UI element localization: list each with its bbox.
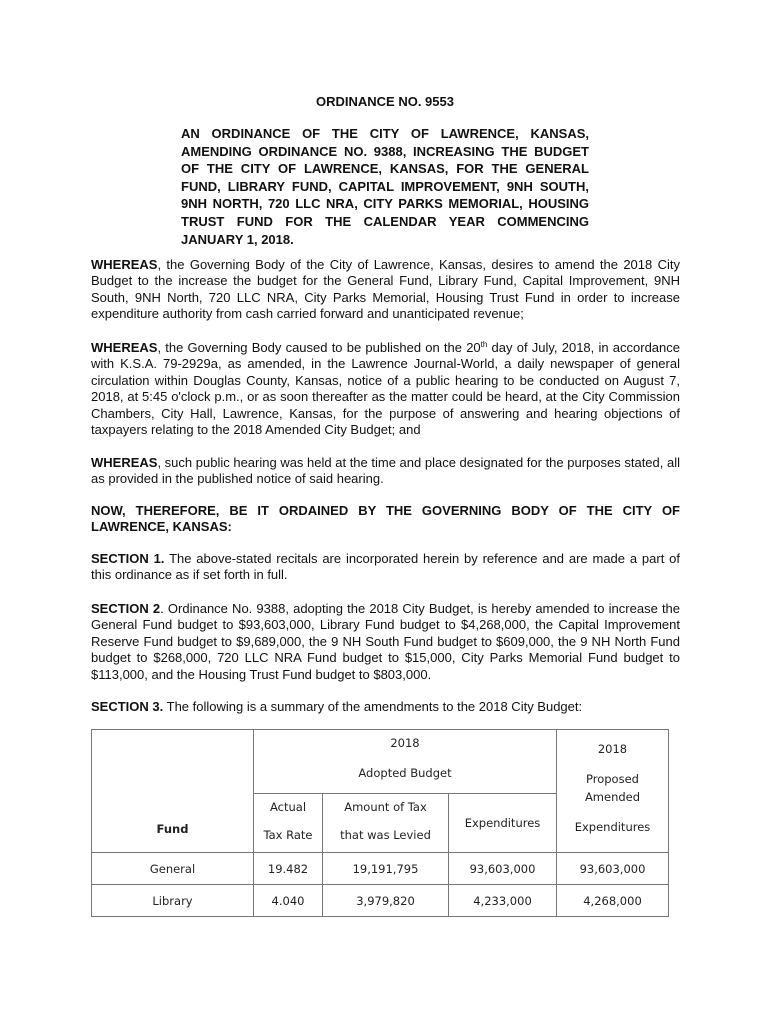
whereas-paragraph-3 [91,455,680,488]
whereas-text: , such public hearing was held at the time and place designated for the purposes stated, all as provided in the published notice of said hearing. [91,455,680,487]
tax-rate-cell: 19.482 [254,853,323,885]
adopted-year: 2018 [390,736,420,750]
whereas-lead: WHEREAS [91,455,158,470]
levied-header [323,794,449,853]
tax-rate-cell: 4.040 [254,885,323,917]
proposed-amended-header [557,730,669,853]
section-3 [91,699,680,715]
amended-cell: 4,268,000 [557,885,669,917]
amended-cell: 93,603,000 [557,853,669,885]
fund-header-cell [92,730,254,853]
section-lead: SECTION 1. [91,551,165,566]
proposed-year: 2018 [597,742,628,756]
section-lead: SECTION 2 [91,601,161,616]
levied-header-line1: Amount of Tax [344,800,427,814]
section-2 [91,601,680,683]
amended-label: Amended [584,790,641,804]
ordinance-number: ORDINANCE NO. 9553 [316,94,454,109]
fund-cell: Library [92,885,254,917]
expenditures-header-label: Expenditures [464,816,541,830]
ordinance-title: AN ORDINANCE OF THE CITY OF LAWRENCE, KANSAS, AMENDING ORDINANCE NO. 9388, INCREASING THE BUDGET OF THE CITY OF LAWRENCE, KANSAS, FOR THE GENERAL FUND, LIBRARY FUND, CAPITAL IMPROVEMENT, 9NH SOUTH, 9NH NORTH, 720 LLC NRA, CITY PARKS MEMORIAL, HOUSING TRUST FUND FOR THE CALENDAR YEAR COMMENCING JANUARY 1, 2018. [181,126,589,247]
whereas-text: , the Governing Body of the City of Lawrence, Kansas, desires to amend the 2018 City Budget to the increase the budget for the General Fund, Library Fund, Capital Improvement, 9NH South, 9NH North, 720 LLC NRA, City Parks Memorial, Housing Trust Fund in order to increase expenditure authority from cash carried forward and unanticipated revenue; [91,257,680,322]
section-text: The following is a summary of the amendments to the 2018 City Budget: [163,699,583,714]
whereas-text: , the Governing Body caused to be published on the 20 [157,340,481,355]
table-row [92,853,669,885]
budget-summary-table [91,729,669,917]
amended-expenditures-label: Expenditures [574,820,651,834]
whereas-text-cont: day of July, 2018, in accordance with K.S.A. 79-2929a, as amended, in the Lawrence Journal-World, a daily newspaper of general circulation within Douglas County, Kansas, notice of a public hearing to be conducted on August 7, 2018, at 5:45 o'clock p.m., or as soon thereafter as the matter could be heard, at the City Commission Chambers, City Hall, Lawrence, Kansas, for the purpose of answering and hearing objections of taxpayers relating to the 2018 Amended City Budget; and [91,340,680,438]
levied-cell: 19,191,795 [323,853,449,885]
section-text: . Ordinance No. 9388, adopting the 2018 City Budget, is hereby amended to increase the General Fund budget to $93,603,000, Library Fund budget to $4,268,000, the Capital Improvement Reserve Fund budget to $9,689,000, the 9 NH South Fund budget to $609,000, the 9 NH North Fund budget to $268,000, 720 LLC NRA Fund budget to $15,000, City Parks Memorial Fund budget to $113,000, and the Housing Trust Fund budget to $803,000. [91,601,681,682]
adopted-label: Adopted Budget [358,766,452,780]
adopted-budget-header [254,730,557,794]
whereas-lead: WHEREAS [91,257,158,272]
whereas-paragraph-1 [91,257,680,323]
table-row [92,885,669,917]
section-text: The above-stated recitals are incorporated herein by reference and are made a part of this ordinance as if set forth in full. [91,551,680,583]
tax-rate-header [254,794,323,853]
levied-cell: 3,979,820 [323,885,449,917]
levied-header-line2: that was Levied [340,828,431,842]
proposed-label: Proposed [586,772,639,786]
whereas-lead: WHEREAS [91,340,158,355]
tax-rate-header-line1: Actual [269,800,307,814]
ordained-heading: NOW, THEREFORE, BE IT ORDAINED BY THE GOVERNING BODY OF THE CITY OF LAWRENCE, KANSAS: [91,503,680,535]
expenditures-cell: 93,603,000 [449,853,557,885]
tax-rate-header-line2: Tax Rate [263,828,313,842]
fund-column-header: Fund [156,822,189,836]
whereas-paragraph-2 [91,340,680,438]
section-lead: SECTION 3. [91,699,164,714]
fund-cell: General [92,853,254,885]
ordinal-suffix: th [480,340,488,349]
expenditures-cell: 4,233,000 [449,885,557,917]
expenditures-header [449,794,557,853]
section-1 [91,551,680,584]
